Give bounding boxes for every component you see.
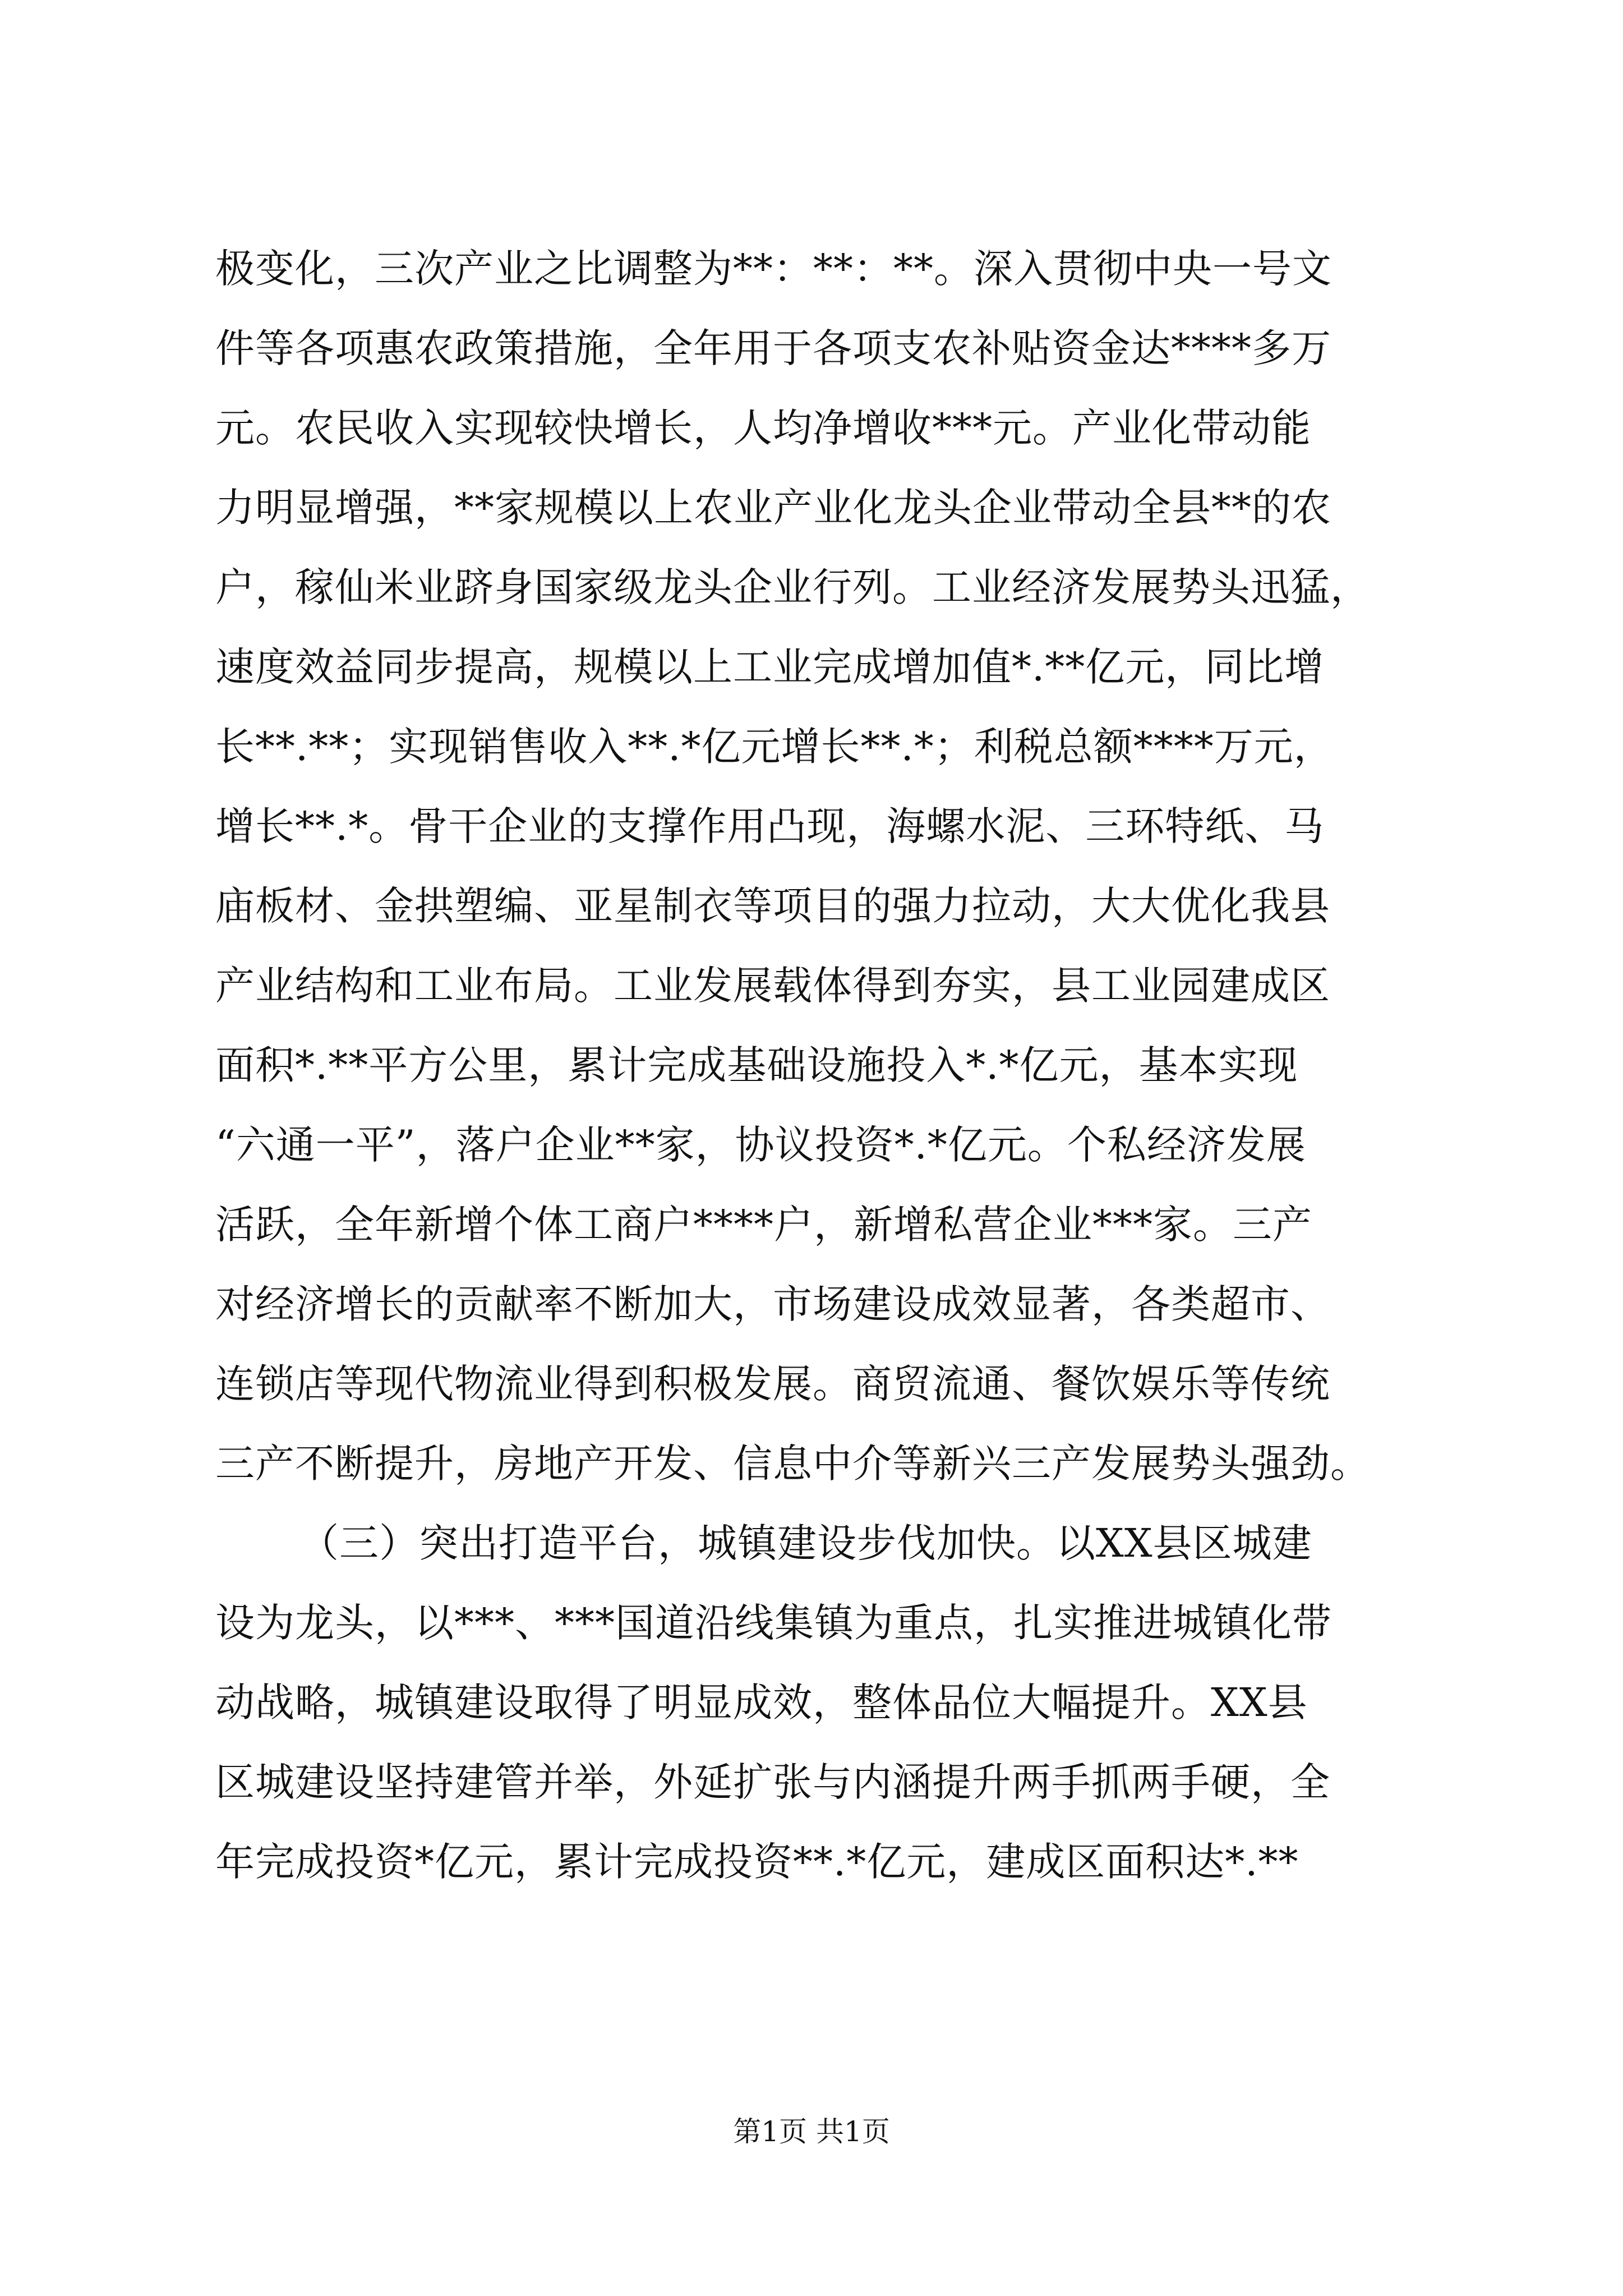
text-line: 庙板材、金拱塑编、亚星制衣等项目的强力拉动，大大优化我县 bbox=[215, 883, 1330, 929]
text-line: 对经济增长的贡献率不断加大，市场建设成效显著，各类超市、 bbox=[215, 1281, 1330, 1327]
text-line: 产业结构和工业布局。工业发展载体得到夯实，县工业园建成区 bbox=[215, 963, 1330, 1009]
document-body bbox=[215, 229, 1421, 1902]
text-line: 连锁店等现代物流业得到积极发展。商贸流通、餐饮娱乐等传统 bbox=[215, 1361, 1330, 1407]
text-line: “六通一平”，落户企业**家，协议投资*.*亿元。个私经济发展 bbox=[215, 1122, 1306, 1168]
text-line: 活跃，全年新增个体工商户****户，新增私营企业***家。三产 bbox=[215, 1202, 1312, 1248]
text-line: 件等各项惠农政策措施，全年用于各项支农补贴资金达****多万 bbox=[215, 325, 1331, 371]
text-line: 面积*.**平方公里，累计完成基础设施投入*.*亿元，基本实现 bbox=[215, 1042, 1298, 1088]
text-line: 区城建设坚持建管并举，外延扩张与内涵提升两手抓两手硬，全 bbox=[215, 1759, 1330, 1805]
text-line: 力明显增强，**家规模以上农业产业化龙头企业带动全县**的农 bbox=[215, 485, 1331, 531]
text-line: 增长**.*。骨干企业的支撑作用凸现，海螺水泥、三环特纸、马 bbox=[215, 803, 1325, 849]
text-line: 三产不断提升，房地产开发、信息中介等新兴三产发展势头强劲。 bbox=[215, 1441, 1370, 1487]
page-footer: 第1页 共1页 bbox=[733, 2115, 890, 2148]
text-line: 长**.**；实现销售收入**.*亿元增长**.*；利税总额****万元， bbox=[215, 724, 1334, 770]
section-heading-line: （三）突出打造平台，城镇建设步伐加快。以XX县区城建 bbox=[299, 1520, 1312, 1566]
text-line: 动战略，城镇建设取得了明显成效，整体品位大幅提升。XX县 bbox=[215, 1680, 1308, 1726]
text-line: 元。农民收入实现较快增长，人均净增收***元。产业化带动能 bbox=[215, 405, 1311, 451]
text-line: 户，稼仙米业跻身国家级龙头企业行列。工业经济发展势头迅猛， bbox=[215, 564, 1370, 610]
text-line: 设为龙头，以***、***国道沿线集镇为重点，扎实推进城镇化带 bbox=[215, 1600, 1332, 1646]
text-line: 速度效益同步提高，规模以上工业完成增加值*.**亿元，同比增 bbox=[215, 644, 1325, 690]
text-line: 年完成投资*亿元，累计完成投资**.*亿元，建成区面积达*.** bbox=[215, 1839, 1299, 1885]
text-line: 极变化，三次产业之比调整为**：**：**。深入贯彻中央一号文 bbox=[215, 246, 1332, 292]
